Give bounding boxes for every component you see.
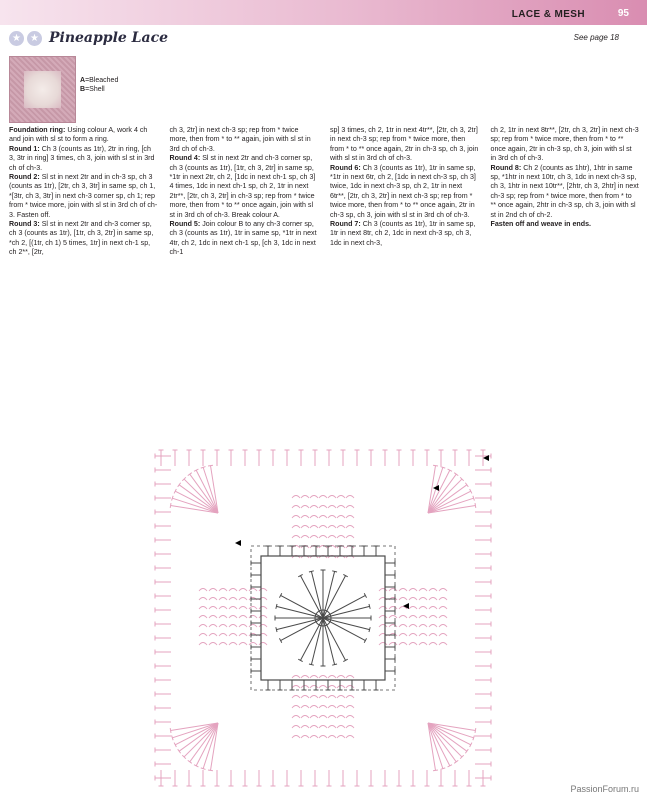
chain-loop bbox=[328, 706, 336, 709]
chain-loop bbox=[249, 625, 257, 628]
corner-fan-stitch bbox=[428, 485, 467, 513]
chain-loop bbox=[239, 598, 247, 601]
chain-loop bbox=[319, 706, 327, 709]
chain-loop bbox=[337, 726, 345, 729]
chain-loop bbox=[259, 625, 267, 628]
chain-loop bbox=[249, 589, 257, 592]
chain-loop bbox=[319, 736, 327, 739]
inner-fan-stitch bbox=[276, 606, 323, 618]
chain-loop bbox=[229, 607, 237, 610]
inner-fan-stitch-top bbox=[309, 571, 314, 572]
chain-loop bbox=[399, 589, 407, 592]
chain-loop bbox=[301, 676, 309, 679]
inner-fan-stitch bbox=[311, 618, 323, 665]
chain-loop bbox=[209, 625, 217, 628]
corner-fan-stitch-top bbox=[170, 728, 171, 733]
instruction-column-2 bbox=[170, 126, 319, 258]
colour-key-a: A=Bleached bbox=[80, 77, 119, 84]
round-text: sp] 3 times, ch 2, 1tr in next 4tr**, [2tr, ch 3, 2tr] in next ch-3 sp; rep from * twice more, then from * to ** once again, 2tr in ch-3 sp, ch 3, join with sl st in 3rd ch of ch-3. bbox=[330, 126, 479, 163]
chain-loop bbox=[409, 616, 417, 619]
chain-loop bbox=[399, 598, 407, 601]
chain-loop bbox=[292, 696, 300, 699]
chain-loop bbox=[439, 607, 447, 610]
chain-loop bbox=[219, 634, 227, 637]
chain-loop bbox=[389, 625, 397, 628]
chain-loop bbox=[429, 625, 437, 628]
chain-loop bbox=[301, 686, 309, 689]
chain-loop bbox=[229, 616, 237, 619]
round-text: ch 2, 1tr in next 8tr**, [2tr, ch 3, 2tr] in next ch-3 sp; rep from * twice more, then from * to ** once again, 2tr in ch-3 sp, ch 3, join with sl st in 3rd ch of ch-3. bbox=[490, 126, 639, 163]
chain-loop bbox=[310, 706, 318, 709]
chain-loop bbox=[399, 625, 407, 628]
chain-loop bbox=[337, 536, 345, 539]
corner-fan-stitch bbox=[179, 485, 218, 513]
chain-loop bbox=[310, 526, 318, 529]
chain-loop bbox=[346, 526, 354, 529]
instruction-paragraph bbox=[170, 154, 319, 220]
chain-loop bbox=[310, 736, 318, 739]
chain-loop bbox=[199, 589, 207, 592]
chain-loop bbox=[301, 736, 309, 739]
chain-loop bbox=[319, 496, 327, 499]
chain-loop bbox=[337, 506, 345, 509]
chain-loop bbox=[429, 616, 437, 619]
chain-loop bbox=[301, 516, 309, 519]
chain-loop bbox=[409, 625, 417, 628]
instruction-paragraph bbox=[9, 220, 158, 258]
round-label: Round 2: bbox=[9, 173, 40, 182]
inner-fan-stitch-top bbox=[332, 571, 337, 572]
chain-loop bbox=[389, 643, 397, 646]
chain-loop bbox=[301, 726, 309, 729]
chain-loop bbox=[379, 643, 387, 646]
chain-loop bbox=[337, 696, 345, 699]
swatch-centre bbox=[24, 71, 61, 108]
round-label: Round 3: bbox=[9, 220, 40, 229]
chain-loop bbox=[292, 676, 300, 679]
instruction-paragraph bbox=[491, 220, 640, 229]
stitch-diagram-svg bbox=[138, 438, 508, 798]
corner-fan-stitch-top bbox=[208, 465, 213, 466]
chain-loop bbox=[229, 589, 237, 592]
chain-loop bbox=[429, 589, 437, 592]
chain-loop bbox=[419, 643, 427, 646]
corner-fan-stitch-top bbox=[454, 760, 458, 763]
chain-loop bbox=[439, 598, 447, 601]
corner-fan-stitch bbox=[428, 723, 456, 762]
chain-loop bbox=[199, 598, 207, 601]
corner-fan-stitch bbox=[190, 474, 218, 513]
round-text: Using colour A, work 4 ch and join with sl st to form a ring. bbox=[9, 126, 148, 144]
chain-loop bbox=[292, 706, 300, 709]
corner-fan-stitch-top bbox=[178, 483, 181, 487]
chain-loop bbox=[219, 589, 227, 592]
chain-loop bbox=[439, 625, 447, 628]
corner-fan-stitch-top bbox=[465, 749, 468, 753]
chain-loop bbox=[439, 616, 447, 619]
chain-loop bbox=[292, 716, 300, 719]
chain-loop bbox=[199, 616, 207, 619]
chain-loop bbox=[337, 736, 345, 739]
chain-loop bbox=[239, 643, 247, 646]
corner-fan-stitch bbox=[179, 723, 218, 751]
round-label: Fasten off and weave in ends. bbox=[490, 220, 592, 229]
chain-loop bbox=[209, 634, 217, 637]
chain-loop bbox=[209, 589, 217, 592]
chain-loop bbox=[249, 643, 257, 646]
chain-loop bbox=[337, 706, 345, 709]
chain-loop bbox=[328, 496, 336, 499]
chain-loop bbox=[239, 634, 247, 637]
chain-loop bbox=[292, 726, 300, 729]
chain-loop bbox=[328, 676, 336, 679]
instruction-column-3 bbox=[330, 126, 479, 258]
chain-loop bbox=[301, 506, 309, 509]
chain-loop bbox=[310, 516, 318, 519]
chain-loop bbox=[429, 598, 437, 601]
chain-loop bbox=[292, 496, 300, 499]
chain-loop bbox=[239, 589, 247, 592]
round-label: Round 7: bbox=[330, 220, 361, 229]
round-text: Join colour B to any ch-3 corner sp, ch 3 (counts as 1tr), 1tr in same sp, *1tr in next 4tr, ch 2, 1dc in next ch-1 sp, [ch 3, 1dc in next ch-1 bbox=[169, 220, 317, 257]
chain-loop bbox=[219, 598, 227, 601]
chain-loop bbox=[219, 607, 227, 610]
chain-loop bbox=[439, 643, 447, 646]
instruction-paragraph bbox=[491, 164, 640, 220]
inner-fan-stitch bbox=[323, 618, 335, 665]
chain-loop bbox=[328, 726, 336, 729]
chain-loop bbox=[199, 643, 207, 646]
chain-loop bbox=[439, 634, 447, 637]
instruction-paragraph bbox=[9, 126, 158, 145]
chain-loop bbox=[292, 686, 300, 689]
chain-loop bbox=[399, 643, 407, 646]
chain-loop bbox=[292, 736, 300, 739]
round-label: Round 4: bbox=[169, 154, 201, 163]
corner-fan-stitch bbox=[190, 723, 218, 762]
chain-loop bbox=[346, 706, 354, 709]
chain-loop bbox=[399, 634, 407, 637]
inner-fan-stitch-top bbox=[309, 664, 314, 665]
instruction-column-4 bbox=[491, 126, 640, 258]
chain-loop bbox=[249, 607, 257, 610]
chain-loop bbox=[301, 536, 309, 539]
chain-loop bbox=[229, 634, 237, 637]
round-text: Ch 3 (counts as 1tr), 1tr in same sp, 1tr in next 8tr, ch 2, 1dc in next ch-3 sp, ch 3, 1dc in next ch-3, bbox=[330, 220, 476, 247]
chain-loop bbox=[379, 607, 387, 610]
chain-loop bbox=[292, 526, 300, 529]
chain-loop bbox=[301, 716, 309, 719]
see-page-reference: See page 18 bbox=[573, 33, 619, 42]
chain-loop bbox=[259, 589, 267, 592]
chain-loop bbox=[259, 616, 267, 619]
chain-loop bbox=[389, 589, 397, 592]
chain-loop bbox=[346, 496, 354, 499]
corner-fan-stitch-top bbox=[465, 483, 468, 487]
instruction-paragraph bbox=[330, 126, 479, 164]
chain-loop bbox=[379, 616, 387, 619]
colour-key bbox=[80, 76, 118, 94]
chain-loop bbox=[319, 726, 327, 729]
chain-loop bbox=[239, 607, 247, 610]
chain-loop bbox=[310, 696, 318, 699]
corner-fan-stitch-top bbox=[433, 770, 438, 771]
chain-loop bbox=[328, 526, 336, 529]
chain-loop bbox=[429, 634, 437, 637]
instruction-column-1 bbox=[9, 126, 158, 258]
corner-fan-stitch-top bbox=[454, 473, 458, 476]
chain-loop bbox=[319, 526, 327, 529]
chain-loop bbox=[229, 625, 237, 628]
round-label: Round 6: bbox=[330, 163, 361, 172]
pattern-title-row bbox=[9, 29, 168, 47]
chain-loop bbox=[346, 696, 354, 699]
chain-loop bbox=[346, 736, 354, 739]
chain-loop bbox=[439, 589, 447, 592]
chain-loop bbox=[319, 716, 327, 719]
chain-loop bbox=[301, 496, 309, 499]
instruction-paragraph bbox=[9, 145, 158, 173]
corner-fan-stitch-top bbox=[178, 749, 181, 753]
chain-loop bbox=[209, 616, 217, 619]
chain-loop bbox=[219, 616, 227, 619]
pattern-swatch-photo bbox=[9, 56, 76, 123]
chain-loop bbox=[389, 607, 397, 610]
chain-loop bbox=[409, 634, 417, 637]
chain-loop bbox=[301, 706, 309, 709]
chain-loop bbox=[328, 686, 336, 689]
round-text: Sl st in next 2tr and in ch-3 sp, ch 3 (counts as 1tr), [2tr, ch 3, 3tr] in same sp, ch 1, *[3tr, ch 3, 3tr] in next ch-3 corner sp, ch 1; rep from * twice more, join with sl st in 3rd ch of ch-3. Fasten off. bbox=[9, 173, 158, 219]
round-label: Round 5: bbox=[169, 220, 201, 229]
chain-loop bbox=[209, 643, 217, 646]
start-marker-icon bbox=[433, 485, 439, 491]
section-label: LACE & MESH bbox=[511, 9, 585, 20]
chain-loop bbox=[319, 686, 327, 689]
round-label: Round 1: bbox=[9, 144, 40, 153]
chain-loop bbox=[337, 496, 345, 499]
chain-loop bbox=[337, 516, 345, 519]
chain-loop bbox=[328, 716, 336, 719]
chain-loop bbox=[292, 516, 300, 519]
chain-loop bbox=[301, 696, 309, 699]
chain-loop bbox=[328, 516, 336, 519]
round-text: Sl st in next 2tr and ch-3 corner sp, ch 3 (counts as 1tr), [1tr, ch 3, 2tr] in same sp, *ch 2, [(1tr, ch 1) 5 times, 1tr] in next ch-1 sp, ch 2**, [2tr, bbox=[9, 220, 154, 257]
chain-loop bbox=[419, 616, 427, 619]
chain-loop bbox=[292, 506, 300, 509]
round-label: Foundation ring: bbox=[9, 126, 66, 134]
chain-loop bbox=[319, 696, 327, 699]
chain-loop bbox=[346, 516, 354, 519]
chain-loop bbox=[239, 616, 247, 619]
chain-loop bbox=[337, 686, 345, 689]
chain-loop bbox=[319, 506, 327, 509]
instruction-columns bbox=[9, 126, 639, 258]
chain-loop bbox=[229, 598, 237, 601]
chain-loop bbox=[346, 726, 354, 729]
chain-loop bbox=[419, 625, 427, 628]
instruction-paragraph bbox=[170, 126, 319, 154]
inner-fan-stitch-top bbox=[369, 604, 370, 609]
inner-fan-stitch bbox=[323, 606, 370, 618]
round-text: Sl st in next 2tr and ch-3 corner sp, ch 3 (counts as 1tr), [1tr, ch 3, 2tr] in same sp, *1tr in next 2tr, ch 2, [1dc in next ch-1 sp, ch 3] 4 times, 1dc in next ch-1 sp, ch 2, 1tr in next 2tr**, [2tr, ch 3, 2tr] in ch-3 sp; rep from * twice more, then from * to ** once again, join with sl st in 3rd ch of ch-3. Break colour A. bbox=[169, 154, 316, 219]
chain-loop bbox=[399, 616, 407, 619]
instruction-paragraph bbox=[330, 164, 479, 220]
chain-loop bbox=[310, 506, 318, 509]
chain-loop bbox=[199, 625, 207, 628]
chain-loop bbox=[328, 736, 336, 739]
chain-loop bbox=[328, 696, 336, 699]
inner-fan-stitch-top bbox=[332, 664, 337, 665]
chain-loop bbox=[319, 536, 327, 539]
start-marker-icon bbox=[235, 540, 241, 546]
corner-fan-stitch-top bbox=[208, 770, 213, 771]
chain-loop bbox=[259, 643, 267, 646]
chain-loop bbox=[346, 716, 354, 719]
chain-loop bbox=[310, 686, 318, 689]
round-label: Round 8: bbox=[490, 163, 522, 172]
chain-loop bbox=[209, 607, 217, 610]
corner-fan-stitch-top bbox=[475, 728, 476, 733]
corner-fan-stitch-top bbox=[188, 473, 192, 476]
chain-loop bbox=[346, 506, 354, 509]
chain-loop bbox=[310, 726, 318, 729]
corner-fan-stitch-top bbox=[188, 760, 192, 763]
round-text: Ch 3 (counts as 1tr), 1tr in same sp, *1tr in next 6tr, ch 2, [1dc in next ch-3 sp, ch 3] twice, 1dc in next ch-3 sp, ch 2, 1tr in next 6tr**, [2tr, ch 3, 2tr] in next ch-3 sp; rep from * twice more, then from * to ** once again, 2tr in ch-3 sp, ch 3, join with sl st in 3rd ch of ch-3. bbox=[330, 163, 476, 219]
instruction-paragraph bbox=[491, 126, 640, 164]
chain-loop bbox=[239, 625, 247, 628]
inner-fan-stitch bbox=[323, 571, 335, 618]
corner-fan-stitch-top bbox=[475, 503, 476, 508]
star-icon bbox=[27, 31, 42, 46]
chain-loop bbox=[337, 716, 345, 719]
colour-key-b: B=Shell bbox=[80, 86, 105, 93]
inner-fan-stitch-top bbox=[369, 627, 370, 632]
corner-fan-stitch bbox=[428, 723, 467, 751]
chain-loop bbox=[419, 598, 427, 601]
chain-loop bbox=[229, 643, 237, 646]
inner-fan-stitch-top bbox=[276, 627, 277, 632]
instruction-paragraph bbox=[9, 173, 158, 220]
chain-loop bbox=[249, 616, 257, 619]
page-number: 95 bbox=[617, 8, 629, 19]
chain-loop bbox=[419, 634, 427, 637]
inner-fan-stitch bbox=[311, 571, 323, 618]
inner-fan-stitch bbox=[323, 618, 370, 630]
chain-loop bbox=[409, 598, 417, 601]
chain-loop bbox=[346, 536, 354, 539]
chain-loop bbox=[419, 589, 427, 592]
pattern-title: Pineapple Lace bbox=[49, 30, 169, 46]
inner-fan-stitch bbox=[276, 618, 323, 630]
corner-fan-stitch-top bbox=[170, 503, 171, 508]
chain-loop bbox=[319, 516, 327, 519]
chain-loop bbox=[409, 643, 417, 646]
corner-fan-stitch bbox=[428, 474, 456, 513]
chain-loop bbox=[301, 526, 309, 529]
chain-loop bbox=[259, 607, 267, 610]
chain-loop bbox=[199, 634, 207, 637]
instruction-paragraph bbox=[170, 220, 319, 258]
chain-loop bbox=[328, 536, 336, 539]
chain-loop bbox=[310, 676, 318, 679]
chain-loop bbox=[409, 589, 417, 592]
chain-loop bbox=[310, 536, 318, 539]
chain-loop bbox=[199, 607, 207, 610]
watermark: PassionForum.ru bbox=[570, 784, 639, 794]
star-icon bbox=[9, 31, 24, 46]
round-text: Ch 3 (counts as 1tr), 2tr in ring, [ch 3, 3tr in ring] 3 times, ch 3, join with sl st in 3rd ch of ch-3. bbox=[9, 144, 155, 172]
chain-loop bbox=[310, 496, 318, 499]
chain-loop bbox=[319, 676, 327, 679]
chain-loop bbox=[429, 643, 437, 646]
chain-loop bbox=[219, 643, 227, 646]
round-text: Ch 2 (counts as 1htr), 1htr in same sp, *1htr in next 10tr, ch 3, 1dc in next ch-3 sp, ch 3, 1htr in next 10tr**, [2htr, ch 3, 2htr] in next ch-3 sp; rep from * twice more, then from * to ** once again, 2htr in ch-3 sp, ch 3, join with sl st in 2nd ch of ch-2. bbox=[490, 163, 639, 219]
chain-loop bbox=[419, 607, 427, 610]
corner-fan-stitch-top bbox=[433, 465, 438, 466]
crochet-stitch-diagram bbox=[138, 438, 508, 798]
chain-loop bbox=[337, 526, 345, 529]
chain-loop bbox=[409, 607, 417, 610]
chain-loop bbox=[389, 616, 397, 619]
inner-fan-stitch-top bbox=[276, 604, 277, 609]
chain-loop bbox=[429, 607, 437, 610]
chain-loop bbox=[346, 686, 354, 689]
chain-loop bbox=[328, 506, 336, 509]
instruction-paragraph bbox=[330, 220, 479, 248]
chain-loop bbox=[379, 625, 387, 628]
chain-loop bbox=[379, 589, 387, 592]
chain-loop bbox=[310, 716, 318, 719]
chain-loop bbox=[209, 598, 217, 601]
chain-loop bbox=[337, 676, 345, 679]
chain-loop bbox=[292, 536, 300, 539]
round-text: ch 3, 2tr] in next ch-3 sp; rep from * twice more, then from * to ** again, join with sl st in 3rd ch of ch-3. bbox=[169, 126, 311, 153]
chain-loop bbox=[346, 676, 354, 679]
chain-loop bbox=[219, 625, 227, 628]
